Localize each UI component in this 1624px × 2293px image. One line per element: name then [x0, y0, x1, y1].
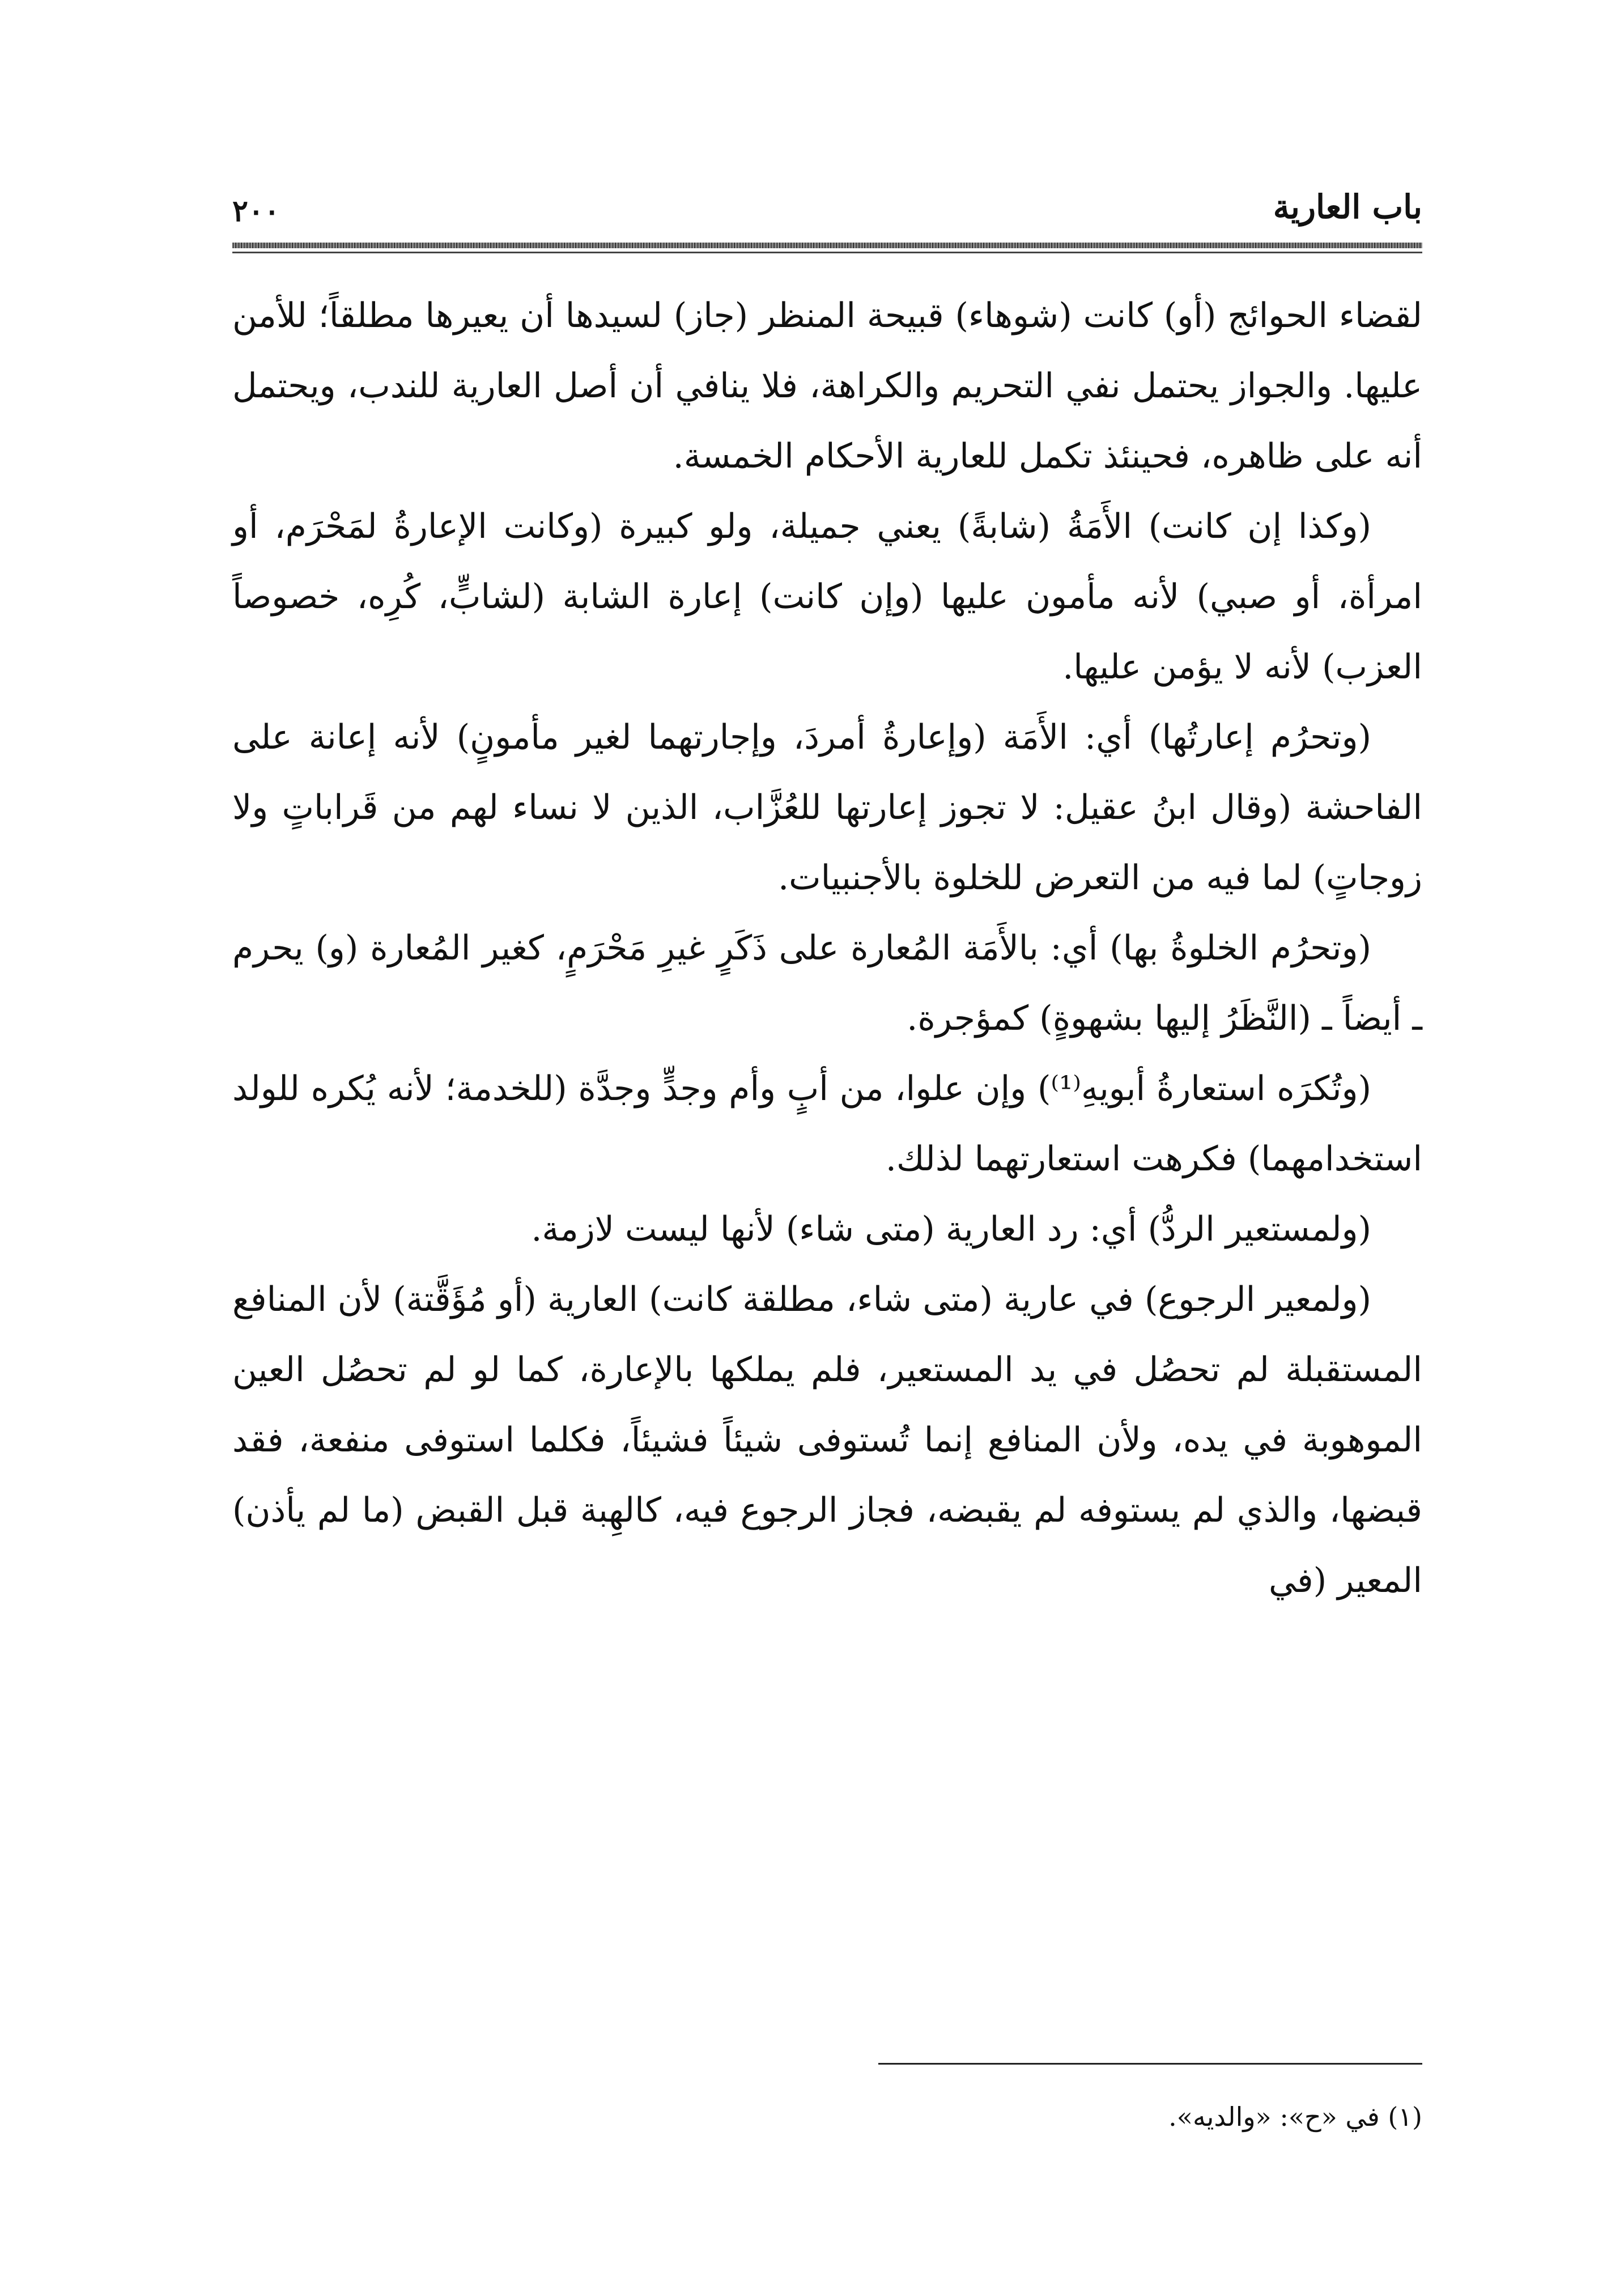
paragraph-shabbah: (وكذا إن كانت) الأَمَةُ (شابةً) يعني جميلة، ولو كبيرة (وكانت الإعارةُ لمَحْرَم، أو امرأة، أو صبي) لأنه مأمون عليها (وإن كانت) إعارة الشابة (لشابٍّ، كُرِه، خصوصاً العزب) لأنه لا يؤمن عليها. [232, 507, 1422, 687]
paragraph-muir-rujoo: (ولمعير الرجوع) في عارية (متى شاء، مطلقة كانت) العارية (أو مُؤَقَّتة) لأن المنافع المستقبلة لم تحصُل في يد المستعير، فلم يملكها بالإعارة، كما لو لم تحصُل العين الموهوبة في يده، ولأن المنافع إنما تُستوفى شيئاً فشيئاً، فكلما استوفى منفعة، فقد قبضها، والذي لم يستوفه لم يقبضه، فجاز الرجوع فيه، كالهِبة قبل القبض (ما لم يأذن) المعير (في [232, 1280, 1422, 1600]
book-page [232, 181, 1422, 2222]
running-title: باب العارية [1273, 188, 1422, 226]
header-ornamental-rule [232, 243, 1422, 248]
paragraph-tahrum-iaratuha: (وتحرُم إعارتُها) أي: الأَمَة (وإعارةُ أمردَ، وإجارتهما لغير مأمونٍ) لأنه إعانة على الفاحشة (وقال ابنُ عقيل: لا تجوز إعارتها للعُزَّاب، الذين لا نساء لهم من قَراباتٍ ولا زوجاتٍ) لما فيه من التعرض للخلوة بالأجنبيات. [232, 717, 1422, 898]
main-text [232, 281, 1422, 1616]
paragraph-tukrah-istiara: (وتُكرَه استعارةُ أبويهِ⁽¹⁾) وإن علوا، من أبٍ وأم وجدٍّ وجدَّة (للخدمة؛ لأنه يُكره للولد استخدامهما) فكرهت استعارتهما لذلك. [232, 1069, 1422, 1179]
page-number: ٢٠٠ [232, 194, 280, 228]
paragraph-tahrum-khalwa: (وتحرُم الخلوةُ بها) أي: بالأَمَة المُعارة على ذَكَرٍ غيرِ مَحْرَمٍ، كغير المُعارة (و) يحرم ـ أيضاً ـ (النَّظَرُ إليها بشهوةٍ) كمؤجرة. [232, 928, 1422, 1038]
footnote: (١) في «ح»: «والديه». [1168, 2101, 1422, 2132]
header-rule [232, 252, 1422, 253]
paragraph-continuation: لقضاء الحوائج (أو) كانت (شوهاء) قبيحة المنظر (جاز) لسيدها أن يعيرها مطلقاً؛ للأمن عليها. والجواز يحتمل نفي التحريم والكراهة، فلا ينافي أن أصل العارية للندب، ويحتمل أنه على ظاهره، فحينئذ تكمل للعارية الأحكام الخمسة. [232, 296, 1422, 476]
running-head [232, 181, 1422, 232]
paragraph-mustair-radd: (ولمستعير الردُّ) أي: رد العارية (متى شاء) لأنها ليست لازمة. [531, 1209, 1371, 1249]
footnote-rule [878, 2063, 1422, 2065]
